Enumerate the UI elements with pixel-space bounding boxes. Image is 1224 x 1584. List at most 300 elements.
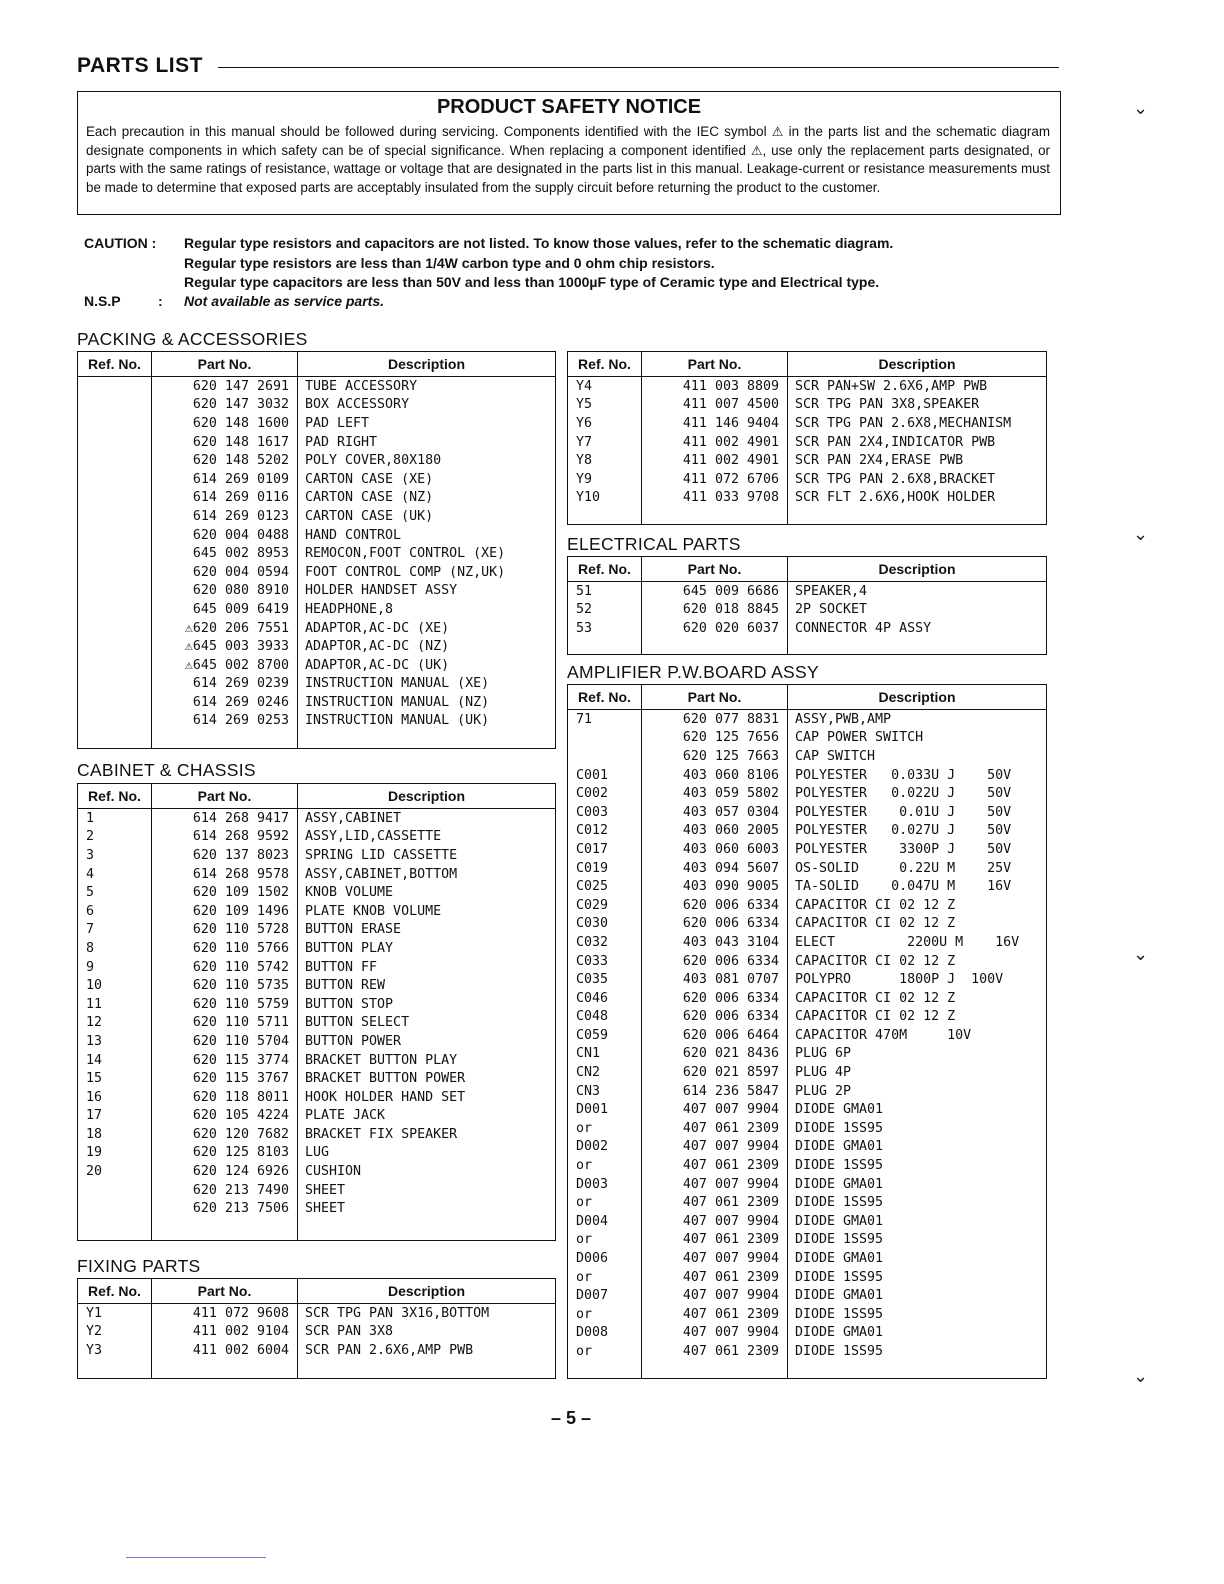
ref-no-cell: Y7 xyxy=(576,434,593,450)
part-no-cell: 620 125 7663 xyxy=(642,747,788,766)
scan-artifact-line xyxy=(126,1557,266,1558)
table-row xyxy=(568,1138,1047,1157)
description-cell: BRACKET BUTTON POWER xyxy=(298,1069,556,1088)
ref-no-cell: Y8 xyxy=(576,453,593,469)
part-no-cell: ⚠645 002 8700 xyxy=(152,656,298,675)
ref-no-cell xyxy=(78,563,152,582)
table-row xyxy=(568,877,1047,896)
table-row xyxy=(78,1125,556,1144)
table-row xyxy=(568,489,1047,508)
part-no-cell: 614 268 9417 xyxy=(152,809,298,828)
part-no-cell: 614 269 0109 xyxy=(152,470,298,489)
cabinet-table xyxy=(77,783,556,1241)
description-cell: BOX ACCESSORY xyxy=(298,396,556,415)
table-row xyxy=(568,952,1047,971)
part-no-cell: 645 009 6419 xyxy=(152,600,298,619)
ref-no-cell: C002 xyxy=(576,786,609,802)
part-no-cell: 407 061 2309 xyxy=(642,1119,788,1138)
ref-no-cell: C046 xyxy=(576,990,609,1006)
part-no-cell: 411 002 9104 xyxy=(152,1323,298,1342)
table-row xyxy=(78,563,556,582)
ref-no-cell xyxy=(78,377,152,396)
fixing-title: FIXING PARTS xyxy=(77,1256,201,1276)
safety-notice-title: PRODUCT SAFETY NOTICE xyxy=(436,96,702,118)
description-cell: INSTRUCTION MANUAL (NZ) xyxy=(298,693,556,712)
table-row xyxy=(78,1014,556,1033)
description-cell: PLATE JACK xyxy=(298,1107,556,1126)
description-cell: POLYPRO 1800P J 100V xyxy=(788,970,1047,989)
table-row xyxy=(568,803,1047,822)
ref-no-cell: or xyxy=(576,1120,593,1136)
empty-cell xyxy=(568,507,642,524)
table-filler-row xyxy=(568,1361,1047,1379)
part-no-cell: 620 105 4224 xyxy=(152,1107,298,1126)
description-cell: SCR PAN 3X8 xyxy=(298,1323,556,1342)
table-row xyxy=(78,1181,556,1200)
table-row xyxy=(78,582,556,601)
table-filler-row xyxy=(568,507,1047,524)
description-cell: ASSY,PWB,AMP xyxy=(788,710,1047,729)
caution-line-2: Regular type resistors are less than 1/4W carbon type and 0 ohm chip resistors. xyxy=(184,255,715,271)
table-row xyxy=(568,729,1047,748)
description-cell: HOLDER HANDSET ASSY xyxy=(298,582,556,601)
part-no-cell: 620 006 6334 xyxy=(642,1008,788,1027)
part-no-cell: 620 148 5202 xyxy=(152,451,298,470)
ref-no-cell: C059 xyxy=(576,1027,609,1043)
nsp-label: N.S.P xyxy=(84,293,121,309)
ref-no-cell: C019 xyxy=(576,860,609,876)
table-row xyxy=(568,1268,1047,1287)
description-cell: SCR PAN 2X4,INDICATOR PWB xyxy=(788,433,1047,452)
table-row xyxy=(568,1082,1047,1101)
table-row xyxy=(78,637,556,656)
table-row xyxy=(78,489,556,508)
description-cell: BRACKET BUTTON PLAY xyxy=(298,1051,556,1070)
table-filler-row xyxy=(568,638,1047,655)
table-row xyxy=(78,1051,556,1070)
ref-no-cell xyxy=(78,1199,152,1218)
description-cell: FOOT CONTROL COMP (NZ,UK) xyxy=(298,563,556,582)
part-no-cell: ⚠645 003 3933 xyxy=(152,637,298,656)
description-cell: POLYESTER 0.022U J 50V xyxy=(788,784,1047,803)
warning-triangle-icon: ⚠ xyxy=(771,124,784,139)
table-row xyxy=(568,582,1047,601)
warning-triangle-icon: ⚠ xyxy=(750,142,763,158)
part-no-cell: 614 269 0116 xyxy=(152,489,298,508)
description-cell: CAPACITOR CI 02 12 Z xyxy=(788,989,1047,1008)
part-no-cell: 620 110 5728 xyxy=(152,921,298,940)
table-row xyxy=(568,989,1047,1008)
description-cell: CARTON CASE (UK) xyxy=(298,507,556,526)
part-no-cell: 407 007 9904 xyxy=(642,1100,788,1119)
part-no-cell: 620 077 8831 xyxy=(642,710,788,729)
table-row xyxy=(568,414,1047,433)
description-cell: DIODE 1SS95 xyxy=(788,1342,1047,1361)
part-no-cell: 620 148 1600 xyxy=(152,414,298,433)
table-row xyxy=(78,693,556,712)
description-cell: BUTTON REW xyxy=(298,976,556,995)
packing-title: PACKING & ACCESSORIES xyxy=(77,329,308,349)
table-row xyxy=(568,377,1047,396)
ref-no-cell: 17 xyxy=(86,1108,103,1124)
description-cell: CAPACITOR 470M 10V xyxy=(788,1026,1047,1045)
description-cell: DIODE GMA01 xyxy=(788,1249,1047,1268)
page-heading: PARTS LIST xyxy=(77,54,203,77)
table-row xyxy=(78,1304,556,1323)
description-cell: POLYESTER 0.01U J 50V xyxy=(788,803,1047,822)
part-no-cell: 407 061 2309 xyxy=(642,1342,788,1361)
description-cell: CONNECTOR 4P ASSY xyxy=(788,619,1047,638)
table-row xyxy=(568,1026,1047,1045)
nsp-colon: : xyxy=(158,293,163,309)
table-row xyxy=(568,747,1047,766)
description-cell: CAPACITOR CI 02 12 Z xyxy=(788,915,1047,934)
table-row xyxy=(78,600,556,619)
description-cell: 2P SOCKET xyxy=(788,601,1047,620)
part-no-cell: 614 269 0123 xyxy=(152,507,298,526)
part-no-cell: 620 110 5735 xyxy=(152,976,298,995)
table-row xyxy=(78,846,556,865)
part-no-cell: 620 115 3767 xyxy=(152,1069,298,1088)
part-no-cell: 407 007 9904 xyxy=(642,1324,788,1343)
part-no-header: Part No. xyxy=(152,352,298,377)
part-no-cell: 407 061 2309 xyxy=(642,1305,788,1324)
description-cell: CAPACITOR CI 02 12 Z xyxy=(788,1008,1047,1027)
ref-no-cell: Y1 xyxy=(86,1305,103,1321)
part-no-cell: 614 268 9578 xyxy=(152,865,298,884)
description-cell: DIODE 1SS95 xyxy=(788,1193,1047,1212)
margin-tick-mark: ⌄ xyxy=(1133,98,1149,118)
description-cell: TA-SOLID 0.047U M 16V xyxy=(788,877,1047,896)
margin-tick-mark: ⌄ xyxy=(1133,944,1149,964)
ref-no-cell: or xyxy=(576,1306,593,1322)
description-cell: POLYESTER 0.027U J 50V xyxy=(788,822,1047,841)
table-row xyxy=(78,1088,556,1107)
ref-no-cell: 9 xyxy=(86,959,95,975)
ref-no-cell: C033 xyxy=(576,953,609,969)
packing-table xyxy=(77,351,556,749)
description-cell: SHEET xyxy=(298,1181,556,1200)
description-cell: PLUG 4P xyxy=(788,1063,1047,1082)
table-row xyxy=(568,619,1047,638)
part-no-cell: 620 147 3032 xyxy=(152,396,298,415)
part-no-cell: 620 018 8845 xyxy=(642,601,788,620)
part-no-cell: 403 059 5802 xyxy=(642,784,788,803)
description-cell: SCR TPG PAN 3X16,BOTTOM xyxy=(298,1304,556,1323)
table-row xyxy=(78,939,556,958)
empty-cell xyxy=(298,730,556,748)
part-no-cell: 620 006 6334 xyxy=(642,952,788,971)
ref-no-cell: C001 xyxy=(576,767,609,783)
ref-no-cell xyxy=(78,712,152,731)
table-filler-row xyxy=(78,1360,556,1379)
ref-no-cell: Y4 xyxy=(576,378,593,394)
caution-label: CAUTION : xyxy=(84,235,157,251)
ref-no-cell: 71 xyxy=(576,711,593,727)
empty-cell xyxy=(568,1361,642,1379)
notice-text-part-1: Each precaution in this manual should be followed during servicing. Components identified with the IEC symbol xyxy=(86,124,772,139)
fixing-continued-table xyxy=(567,351,1047,525)
table-row xyxy=(568,1342,1047,1361)
description-cell: ADAPTOR,AC-DC (UK) xyxy=(298,656,556,675)
table-row xyxy=(568,710,1047,729)
table-row xyxy=(568,896,1047,915)
description-cell: CARTON CASE (NZ) xyxy=(298,489,556,508)
ref-no-cell: CN2 xyxy=(576,1065,601,1081)
part-no-cell: 620 213 7490 xyxy=(152,1181,298,1200)
ref-no-cell: CN3 xyxy=(576,1083,601,1099)
ref-no-cell xyxy=(78,656,152,675)
part-no-cell: 620 125 8103 xyxy=(152,1144,298,1163)
description-cell: ASSY,CABINET xyxy=(298,809,556,828)
ref-no-header: Ref. No. xyxy=(568,352,642,377)
description-cell: SCR PAN 2.6X6,AMP PWB xyxy=(298,1341,556,1360)
margin-tick-mark: ⌄ xyxy=(1133,1366,1149,1386)
description-header: Description xyxy=(298,784,556,809)
part-no-cell: 403 094 5607 xyxy=(642,859,788,878)
part-no-cell: 614 269 0246 xyxy=(152,693,298,712)
part-no-cell: 620 110 5742 xyxy=(152,958,298,977)
part-no-cell: 614 269 0239 xyxy=(152,675,298,694)
table-row xyxy=(78,1341,556,1360)
description-cell: ADAPTOR,AC-DC (NZ) xyxy=(298,637,556,656)
ref-no-cell: D006 xyxy=(576,1251,609,1267)
description-cell: SCR FLT 2.6X6,HOOK HOLDER xyxy=(788,489,1047,508)
table-row xyxy=(568,1100,1047,1119)
table-row xyxy=(568,1249,1047,1268)
table-row xyxy=(78,451,556,470)
ref-no-cell: 7 xyxy=(86,922,95,938)
empty-cell xyxy=(788,507,1047,524)
part-no-cell: 620 109 1496 xyxy=(152,902,298,921)
table-header-row xyxy=(568,557,1047,582)
empty-cell xyxy=(78,1360,152,1379)
ref-no-cell: D001 xyxy=(576,1102,609,1118)
part-no-cell: 620 006 6334 xyxy=(642,915,788,934)
ref-no-cell: 19 xyxy=(86,1145,103,1161)
part-no-cell: 407 007 9904 xyxy=(642,1212,788,1231)
description-cell: SPEAKER,4 xyxy=(788,582,1047,601)
description-cell: PAD LEFT xyxy=(298,414,556,433)
description-cell: INSTRUCTION MANUAL (XE) xyxy=(298,675,556,694)
ref-no-cell: Y9 xyxy=(576,471,593,487)
description-header: Description xyxy=(298,1279,556,1304)
ref-no-cell: 10 xyxy=(86,978,103,994)
table-row xyxy=(78,1144,556,1163)
part-no-cell: 411 003 8809 xyxy=(642,377,788,396)
description-cell: CAP POWER SWITCH xyxy=(788,729,1047,748)
amplifier-table xyxy=(567,684,1047,1379)
part-no-cell: 620 125 7656 xyxy=(642,729,788,748)
table-row xyxy=(568,396,1047,415)
part-no-cell: 620 080 8910 xyxy=(152,582,298,601)
ref-no-cell xyxy=(78,433,152,452)
ref-no-cell: 6 xyxy=(86,903,95,919)
ref-no-cell xyxy=(78,582,152,601)
ref-no-cell xyxy=(78,600,152,619)
table-row xyxy=(78,809,556,828)
ref-no-cell xyxy=(568,729,642,748)
description-cell: ASSY,CABINET,BOTTOM xyxy=(298,865,556,884)
description-cell: SCR TPG PAN 2.6X8,BRACKET xyxy=(788,470,1047,489)
description-cell: DIODE GMA01 xyxy=(788,1324,1047,1343)
description-cell: DIODE 1SS95 xyxy=(788,1305,1047,1324)
part-no-cell: 407 061 2309 xyxy=(642,1268,788,1287)
table-row xyxy=(568,1175,1047,1194)
table-header-row xyxy=(568,352,1047,377)
ref-no-cell: 20 xyxy=(86,1164,103,1180)
table-row xyxy=(568,601,1047,620)
description-cell: DIODE 1SS95 xyxy=(788,1231,1047,1250)
description-cell: PLATE KNOB VOLUME xyxy=(298,902,556,921)
part-no-cell: 403 081 0707 xyxy=(642,970,788,989)
ref-no-cell: Y5 xyxy=(576,397,593,413)
table-row xyxy=(568,840,1047,859)
table-filler-row xyxy=(78,1218,556,1240)
ref-no-cell: or xyxy=(576,1343,593,1359)
table-row xyxy=(568,433,1047,452)
empty-cell xyxy=(152,1360,298,1379)
table-row xyxy=(78,675,556,694)
part-no-cell: 411 072 9608 xyxy=(152,1304,298,1323)
ref-no-cell: 1 xyxy=(86,810,95,826)
part-no-cell: 407 061 2309 xyxy=(642,1193,788,1212)
description-cell: BUTTON ERASE xyxy=(298,921,556,940)
ref-no-cell: D002 xyxy=(576,1139,609,1155)
ref-no-cell xyxy=(78,526,152,545)
table-row xyxy=(78,1032,556,1051)
description-cell: LUG xyxy=(298,1144,556,1163)
description-cell: BUTTON PLAY xyxy=(298,939,556,958)
ref-no-cell xyxy=(78,451,152,470)
table-row xyxy=(568,1156,1047,1175)
description-cell: KNOB VOLUME xyxy=(298,883,556,902)
ref-no-cell: or xyxy=(576,1195,593,1211)
table-filler-row xyxy=(78,730,556,748)
empty-cell xyxy=(788,638,1047,655)
description-cell: TUBE ACCESSORY xyxy=(298,377,556,396)
ref-no-cell: or xyxy=(576,1269,593,1285)
ref-no-cell: D003 xyxy=(576,1176,609,1192)
table-row xyxy=(78,902,556,921)
table-row xyxy=(78,1107,556,1126)
caution-line-3: Regular type capacitors are less than 50V and less than 1000µF type of Ceramic type and Electrical type. xyxy=(184,274,880,290)
part-no-cell: 403 060 6003 xyxy=(642,840,788,859)
ref-no-cell: 52 xyxy=(576,602,593,618)
table-row xyxy=(568,1045,1047,1064)
table-row xyxy=(78,619,556,638)
ref-no-cell xyxy=(78,507,152,526)
part-no-cell: 620 147 2691 xyxy=(152,377,298,396)
description-cell: DIODE GMA01 xyxy=(788,1175,1047,1194)
table-row xyxy=(78,865,556,884)
table-row xyxy=(78,544,556,563)
description-cell: SHEET xyxy=(298,1199,556,1218)
part-no-cell: 411 007 4500 xyxy=(642,396,788,415)
part-no-cell: 411 146 9404 xyxy=(642,414,788,433)
ref-no-cell xyxy=(78,396,152,415)
table-row xyxy=(568,1324,1047,1343)
part-no-cell: 645 002 8953 xyxy=(152,544,298,563)
amplifier-title: AMPLIFIER P.W.BOARD ASSY xyxy=(567,662,819,682)
description-cell: BUTTON FF xyxy=(298,958,556,977)
table-row xyxy=(78,656,556,675)
table-row xyxy=(568,915,1047,934)
description-cell: ELECT 2200U M 16V xyxy=(788,933,1047,952)
table-row xyxy=(78,1069,556,1088)
description-cell: POLYESTER 0.033U J 50V xyxy=(788,766,1047,785)
ref-no-cell xyxy=(78,489,152,508)
description-cell: BUTTON STOP xyxy=(298,995,556,1014)
description-cell: SCR TPG PAN 3X8,SPEAKER xyxy=(788,396,1047,415)
table-header-row xyxy=(78,784,556,809)
description-header: Description xyxy=(788,685,1047,710)
part-no-cell: 411 002 4901 xyxy=(642,433,788,452)
part-no-cell: 620 109 1502 xyxy=(152,883,298,902)
description-cell: CAPACITOR CI 02 12 Z xyxy=(788,896,1047,915)
description-cell: HEADPHONE,8 xyxy=(298,600,556,619)
description-cell: CUSHION xyxy=(298,1162,556,1181)
table-row xyxy=(568,1063,1047,1082)
ref-no-cell: 2 xyxy=(86,829,95,845)
electrical-table xyxy=(567,556,1047,655)
table-row xyxy=(78,976,556,995)
part-no-header: Part No. xyxy=(642,557,788,582)
part-no-cell: 620 004 0594 xyxy=(152,563,298,582)
description-cell: POLY COVER,80X180 xyxy=(298,451,556,470)
ref-no-cell: C003 xyxy=(576,804,609,820)
description-header: Description xyxy=(788,557,1047,582)
table-header-row xyxy=(78,352,556,377)
ref-no-header: Ref. No. xyxy=(568,557,642,582)
part-no-cell: 620 006 6334 xyxy=(642,989,788,1008)
part-no-cell: 407 007 9904 xyxy=(642,1249,788,1268)
part-no-cell: 403 060 8106 xyxy=(642,766,788,785)
ref-no-header: Ref. No. xyxy=(78,1279,152,1304)
part-no-cell: 620 213 7506 xyxy=(152,1199,298,1218)
table-row xyxy=(568,1305,1047,1324)
description-cell: REMOCON,FOOT CONTROL (XE) xyxy=(298,544,556,563)
table-row xyxy=(78,1199,556,1218)
empty-cell xyxy=(78,1218,152,1240)
ref-no-cell xyxy=(78,637,152,656)
ref-no-cell xyxy=(78,675,152,694)
ref-no-cell: 18 xyxy=(86,1126,103,1142)
description-cell: DIODE GMA01 xyxy=(788,1100,1047,1119)
table-row xyxy=(78,1162,556,1181)
margin-tick-mark: ⌄ xyxy=(1133,524,1149,544)
ref-no-cell: 11 xyxy=(86,996,103,1012)
table-row xyxy=(78,883,556,902)
nsp-text: Not available as service parts. xyxy=(184,293,384,309)
table-row xyxy=(568,1193,1047,1212)
part-no-cell: 620 118 8011 xyxy=(152,1088,298,1107)
part-no-cell: 411 002 4901 xyxy=(642,451,788,470)
ref-no-header: Ref. No. xyxy=(78,352,152,377)
description-cell: POLYESTER 3300P J 50V xyxy=(788,840,1047,859)
description-cell: SCR PAN 2X4,ERASE PWB xyxy=(788,451,1047,470)
ref-no-cell: Y6 xyxy=(576,415,593,431)
table-row xyxy=(568,1212,1047,1231)
table-row xyxy=(78,433,556,452)
part-no-header: Part No. xyxy=(152,784,298,809)
part-no-cell: 620 006 6334 xyxy=(642,896,788,915)
ref-no-cell: Y3 xyxy=(86,1342,103,1358)
empty-cell xyxy=(298,1360,556,1379)
empty-cell xyxy=(78,730,152,748)
part-no-cell: 614 236 5847 xyxy=(642,1082,788,1101)
notice-text-part-3: , use only the replacement parts designated, or parts with the same ratings of resistance, wattage or voltage that are designated in the parts list in this manual. Leakage-current or resistance measurements must be made to determine that exposed parts are acceptably insulated from the supply circuit before returning the product to the customer. xyxy=(86,142,1051,195)
